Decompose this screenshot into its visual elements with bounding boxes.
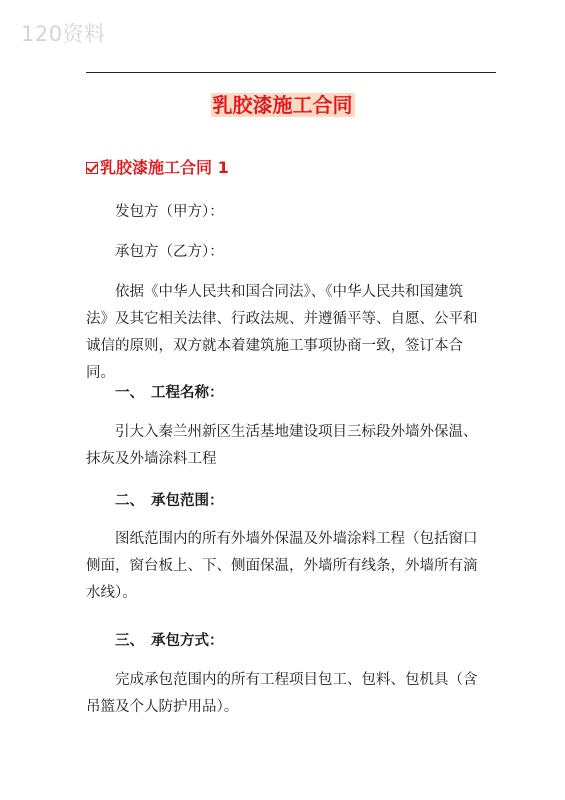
clause-number: 二、: [115, 493, 144, 509]
section-heading-text: 乳胶漆施工合同 1: [100, 158, 229, 177]
clause-title: 承包范围：: [151, 493, 224, 509]
clause-title: 工程名称：: [151, 385, 224, 401]
preamble-line: 诚信的原则，双方就本着建筑施工事项协商一致，签订本合同。: [86, 338, 463, 381]
document-title: [0, 92, 565, 118]
clause-line: 引大入秦兰州新区生活基地建设项目三标段外墙外保温、: [115, 424, 478, 440]
clause-line: 图纸范围内的所有外墙外保温及外墙涂料工程（包括窗口: [115, 531, 478, 547]
watermark: 120资料: [21, 22, 106, 46]
clause-heading: [115, 381, 224, 405]
preamble-line: 依据《中华人民共和国合同法》、《中华人民共和国建筑: [115, 284, 463, 300]
preamble-line: 法》及其它相关法律、行政法规、并遵循平等、自愿、公平和: [86, 311, 478, 327]
clause-line: 侧面，窗台板上、下、侧面保温，外墙所有线条，外墙所有滴: [86, 558, 478, 574]
checkbox-checked-icon: [86, 162, 98, 174]
clause-body: [86, 667, 486, 721]
document-title-text: 乳胶漆施工合同: [212, 93, 353, 117]
clause-body: [86, 526, 486, 607]
clause-heading: [115, 629, 224, 653]
clause-line: 完成承包范围内的所有工程项目包工、包料、包机具（含: [115, 672, 478, 688]
clause-title: 承包方式：: [151, 633, 224, 649]
header-rule: [86, 72, 496, 73]
clause-number: 一、: [115, 385, 144, 401]
preamble-paragraph: [86, 279, 486, 387]
clause-line: 水线）。: [86, 585, 137, 601]
party-b-line: 承包方（乙方）：: [115, 244, 224, 260]
clause-number: 三、: [115, 633, 144, 649]
clause-body: [86, 419, 486, 473]
clause-line: 抹灰及外墙涂料工程: [86, 451, 217, 467]
section-heading: [86, 156, 229, 180]
clause-line: 吊篮及个人防护用品）。: [86, 699, 239, 715]
party-a-line: 发包方（甲方）：: [115, 204, 224, 220]
clause-heading: [115, 489, 224, 513]
